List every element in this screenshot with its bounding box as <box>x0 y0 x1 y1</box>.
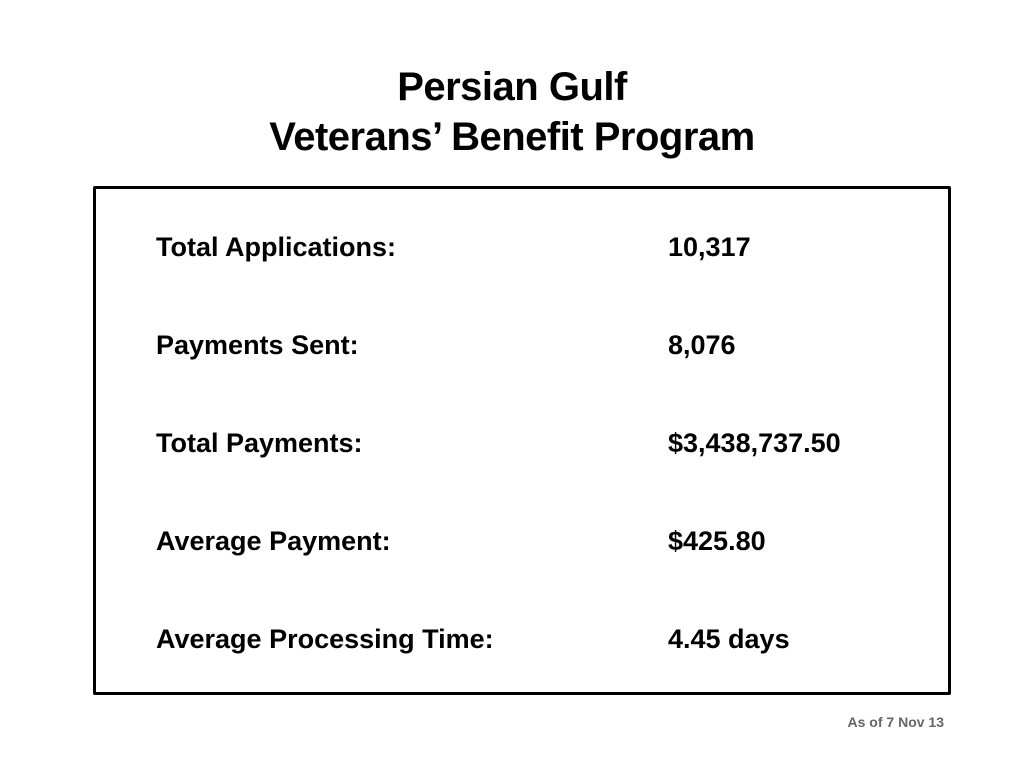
slide-title <box>0 62 1024 162</box>
stat-label: Total Applications: <box>156 232 396 262</box>
stat-label: Total Payments: <box>156 428 363 458</box>
stat-row-total-applications <box>96 227 948 267</box>
stat-row-average-payment <box>96 521 948 561</box>
stat-label: Average Payment: <box>156 526 391 556</box>
stat-row-payments-sent <box>96 325 948 365</box>
title-line-1: Persian Gulf <box>397 65 627 109</box>
stat-value: $3,438,737.50 <box>668 428 841 458</box>
stat-row-total-payments <box>96 423 948 463</box>
stat-label: Payments Sent: <box>156 330 359 360</box>
stats-box <box>93 186 951 695</box>
title-line-2: Veterans’ Benefit Program <box>269 115 755 159</box>
stat-row-average-processing-time <box>96 619 948 659</box>
stat-value: $425.80 <box>668 526 766 556</box>
stat-value: 4.45 days <box>668 624 790 654</box>
stat-value: 10,317 <box>668 232 751 262</box>
as-of-date-footnote: As of 7 Nov 13 <box>847 714 944 730</box>
stat-label: Average Processing Time: <box>156 624 494 654</box>
stat-value: 8,076 <box>668 330 736 360</box>
